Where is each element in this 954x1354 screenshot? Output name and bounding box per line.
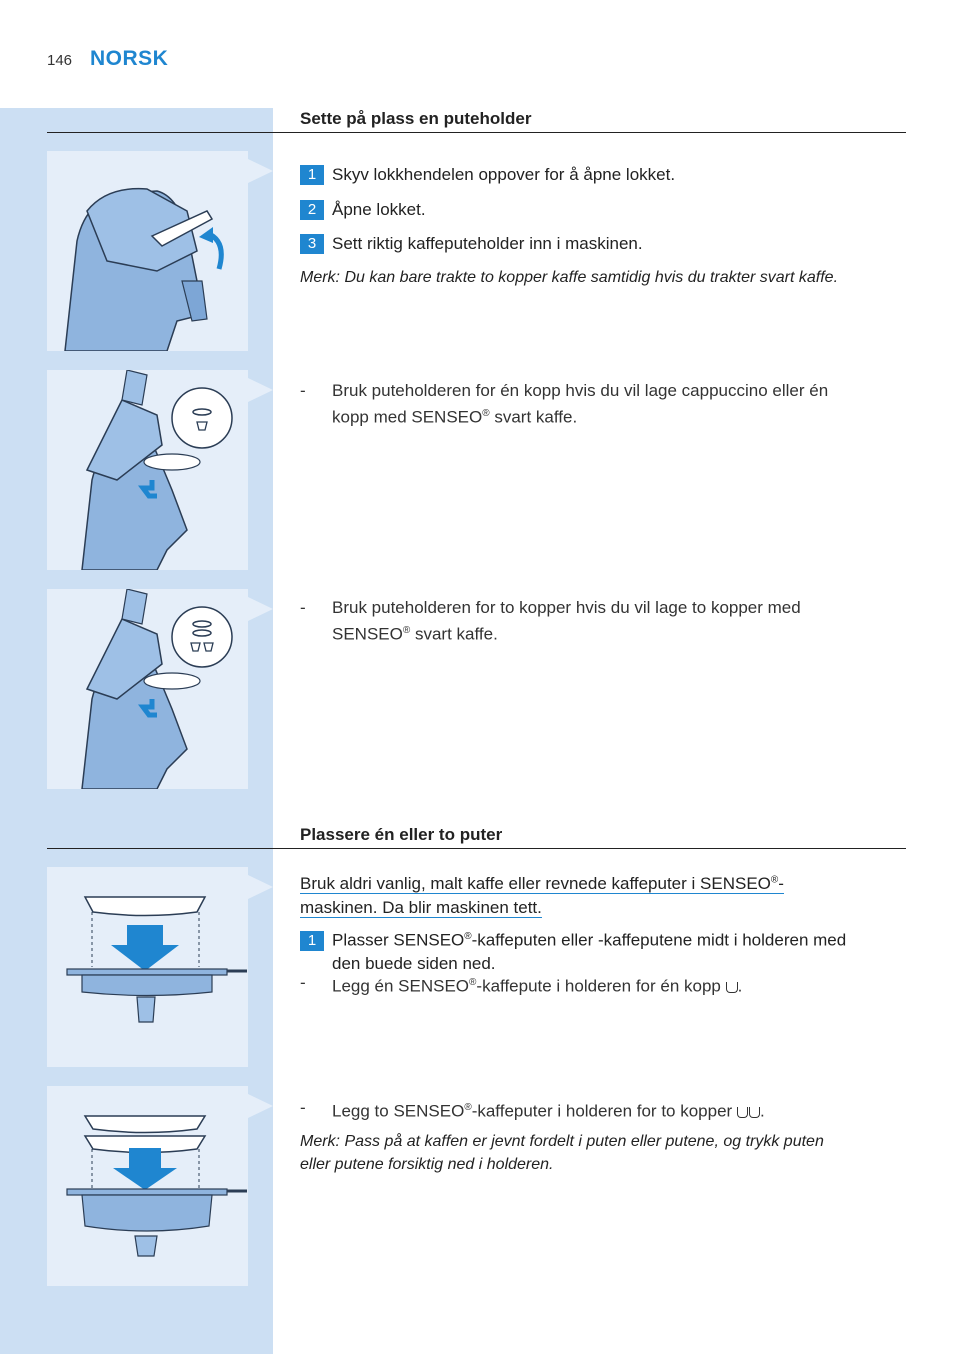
panel-pointer [248,1094,273,1118]
panel-pointer [248,597,273,621]
note-even-distribution: Merk: Pass på at kaffen er jevnt fordelt i puten eller putene, og trykk puten eller putene forsiktig ned i holderen. [300,1133,824,1173]
illustration-one-cup-holder [47,370,248,570]
step-2: 2 Åpne lokket. [300,198,426,221]
two-cups-icon [737,1100,760,1123]
illustration-open-lid [47,151,248,351]
step-1-place-pad: 1 Plasser SENSEO®-kaffeputen eller -kaffeputene midt i holderen med den buede siden ned. [300,925,846,975]
bullet-one-pad: - Legg én SENSEO®-kaffepute i holderen for én kopp . [300,973,743,996]
panel-pointer [248,378,273,402]
step-3: 3 Sett riktig kaffeputeholder inn i maskinen. [300,232,643,255]
illustration-two-cup-holder [47,589,248,789]
section-title-pad-holder: Sette på plass en puteholder [300,109,532,128]
panel-pointer [248,875,273,899]
page-number: 146 [47,52,73,69]
bullet-two-pads: - Legg to SENSEO®-kaffeputer i holderen for to kopper . [300,1098,765,1121]
step-1: 1 Skyv lokkhendelen oppover for å åpne lokket. [300,163,675,186]
warning-text: Bruk aldri vanlig, malt kaffe eller revnede kaffeputer i SENSEO®- maskinen. Da blir maskinen tett. [300,873,784,917]
note-two-cups: Merk: Du kan bare trakte to kopper kaffe samtidig hvis du trakter svart kaffe. [300,269,839,286]
bullet-one-cup: - Bruk puteholderen for én kopp hvis du vil lage cappuccino eller én kopp med SENSEO® svart kaffe. [300,381,829,427]
section-divider [47,132,906,133]
language-heading: NORSK [90,47,169,70]
cup-icon [726,982,738,993]
section-title-place-pads: Plassere én eller to puter [300,825,503,844]
panel-pointer [248,159,273,183]
illustration-one-pad [47,867,248,1067]
section-divider [47,848,906,849]
illustration-two-pads [47,1086,248,1286]
bullet-two-cups: - Bruk puteholderen for to kopper hvis du vil lage to kopper med SENSEO® svart kaffe. [300,598,801,644]
